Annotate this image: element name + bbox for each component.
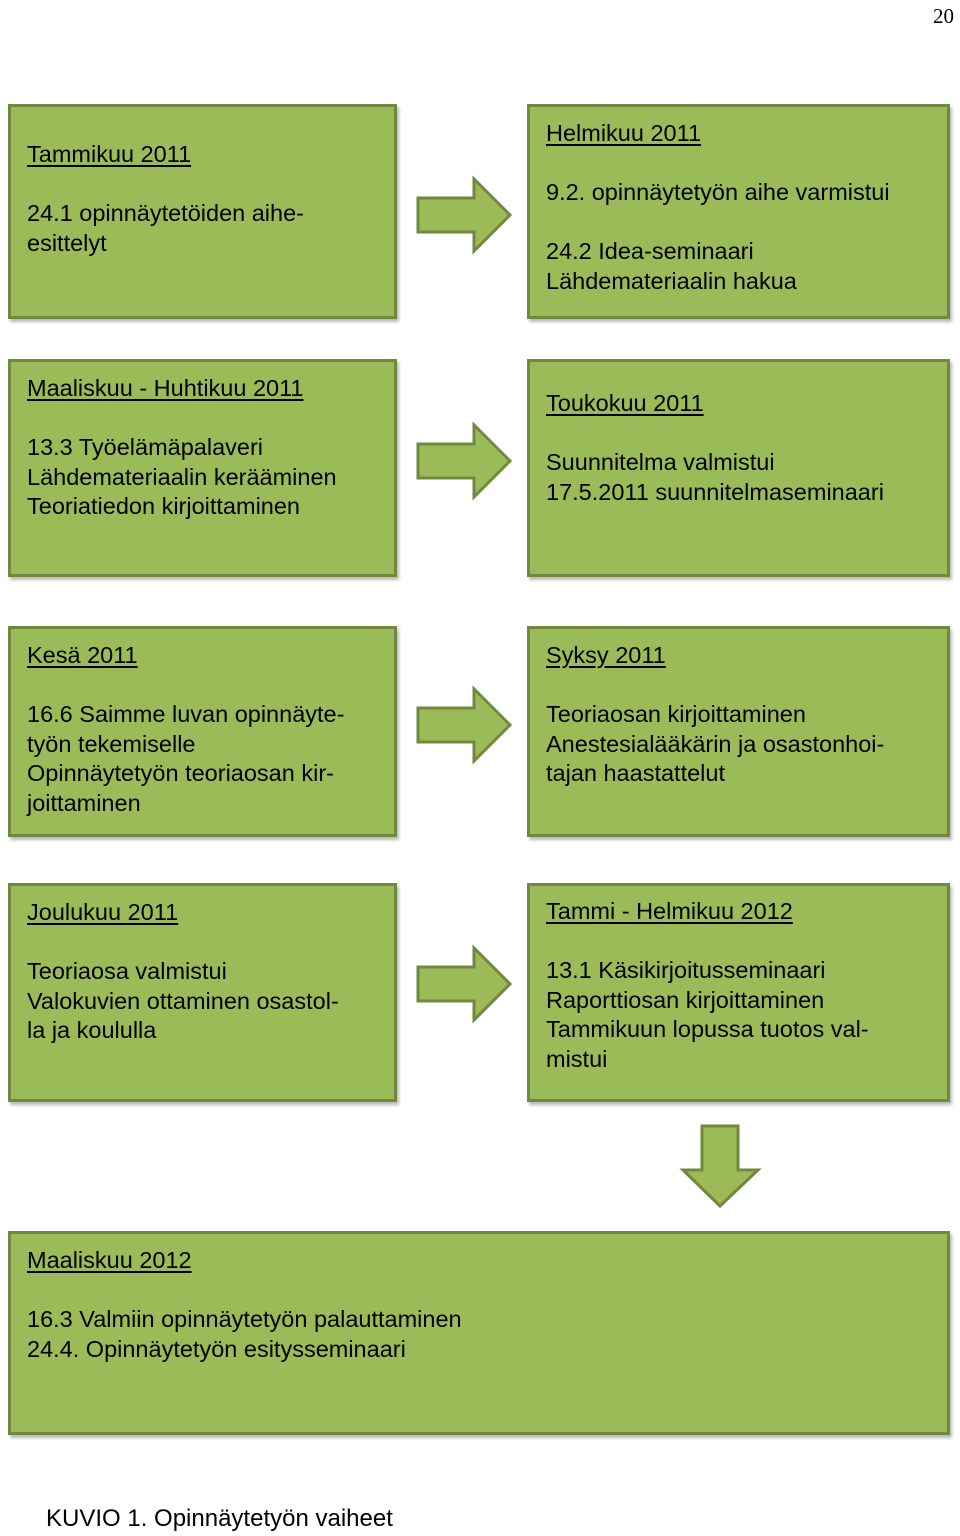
phase-title: Tammikuu 2011 (27, 141, 192, 167)
phase-title: Joulukuu 2011 (27, 899, 179, 925)
phase-box-maaliskuu-2012 (8, 1231, 950, 1435)
phase-title: Helmikuu 2011 (546, 120, 702, 146)
arrow-right-icon (416, 422, 514, 500)
phase-line: 24.2 Idea-seminaari (546, 238, 754, 264)
page-number: 20 (933, 4, 954, 28)
phase-line: 13.1 Käsikirjoitusseminaari (546, 957, 826, 983)
phase-paragraph (546, 956, 933, 1074)
phase-box-kesa-2011 (8, 626, 397, 837)
arrow-right-icon (416, 176, 514, 254)
phase-title: Syksy 2011 (546, 642, 666, 668)
phase-line: tajan haastattelut (546, 760, 725, 786)
phase-line: 9.2. opinnäytetyön aihe varmistui (546, 179, 890, 205)
phase-line: Raporttiosan kirjoittaminen (546, 986, 825, 1013)
phase-line: työn tekemiselle (27, 730, 196, 757)
phase-line: 16.6 Saimme luvan opinnäyte- (27, 701, 345, 727)
phase-paragraph (27, 433, 380, 522)
phase-line: esittelyt (27, 229, 107, 256)
phase-line: 16.3 Valmiin opinnäytetyön palauttaminen (27, 1306, 462, 1332)
phase-paragraph (546, 700, 933, 789)
phase-box-helmikuu-2011 (527, 104, 950, 319)
figure-caption: KUVIO 1. Opinnäytetyön vaiheet (46, 1505, 393, 1532)
phase-line: 24.4. Opinnäytetyön esitysseminaari (27, 1335, 406, 1362)
phase-box-tammikuu-2011 (8, 104, 397, 319)
phase-title: Maaliskuu - Huhtikuu 2011 (27, 375, 304, 401)
phase-box-tammi-helmikuu-2012 (527, 883, 950, 1102)
phase-paragraph (27, 199, 380, 258)
phase-line: Teoriaosan kirjoittaminen (546, 701, 806, 727)
phase-line: Anestesialääkärin ja osastonhoi- (546, 730, 885, 757)
phase-title: Maaliskuu 2012 (27, 1247, 192, 1273)
phase-line: 24.1 opinnäytetöiden aihe- (27, 200, 304, 226)
arrow-right-icon (416, 945, 514, 1023)
phase-box-syksy-2011 (527, 626, 950, 837)
phase-line: joittaminen (27, 789, 141, 816)
phase-box-joulukuu-2011 (8, 883, 397, 1102)
phase-paragraph (27, 1305, 933, 1364)
arrow-down-icon (680, 1124, 762, 1210)
phase-line: Teoriatiedon kirjoittaminen (27, 493, 301, 519)
phase-box-toukokuu-2011 (527, 359, 950, 577)
phase-line: Opinnäytetyön teoriaosan kir- (27, 760, 334, 786)
phase-line: Teoriaosa valmistui (27, 958, 227, 984)
phase-line: la ja koululla (27, 1017, 157, 1043)
phase-title: Tammi - Helmikuu 2012 (546, 898, 793, 924)
phase-paragraph (546, 178, 933, 208)
phase-paragraph (546, 237, 933, 296)
phase-line: Valokuvien ottaminen osastol- (27, 987, 339, 1014)
phase-line: Lähdemateriaalin hakua (546, 267, 797, 294)
phase-line: 17.5.2011 suunnitelmaseminaari (546, 478, 884, 505)
phase-title: Kesä 2011 (27, 642, 138, 668)
phase-title: Toukokuu 2011 (546, 390, 704, 416)
phase-paragraph (546, 448, 933, 507)
phase-paragraph (27, 700, 380, 818)
phase-paragraph (27, 957, 380, 1046)
phase-line: Suunnitelma valmistui (546, 449, 775, 475)
phase-line: Lähdemateriaalin kerääminen (27, 463, 337, 490)
phase-box-maaliskuu-huhtikuu-2011 (8, 359, 397, 577)
phase-line: Tammikuun lopussa tuotos val- (546, 1016, 869, 1042)
arrow-right-icon (416, 686, 514, 764)
phase-line: 13.3 Työelämäpalaveri (27, 434, 264, 460)
phase-line: mistui (546, 1045, 608, 1072)
